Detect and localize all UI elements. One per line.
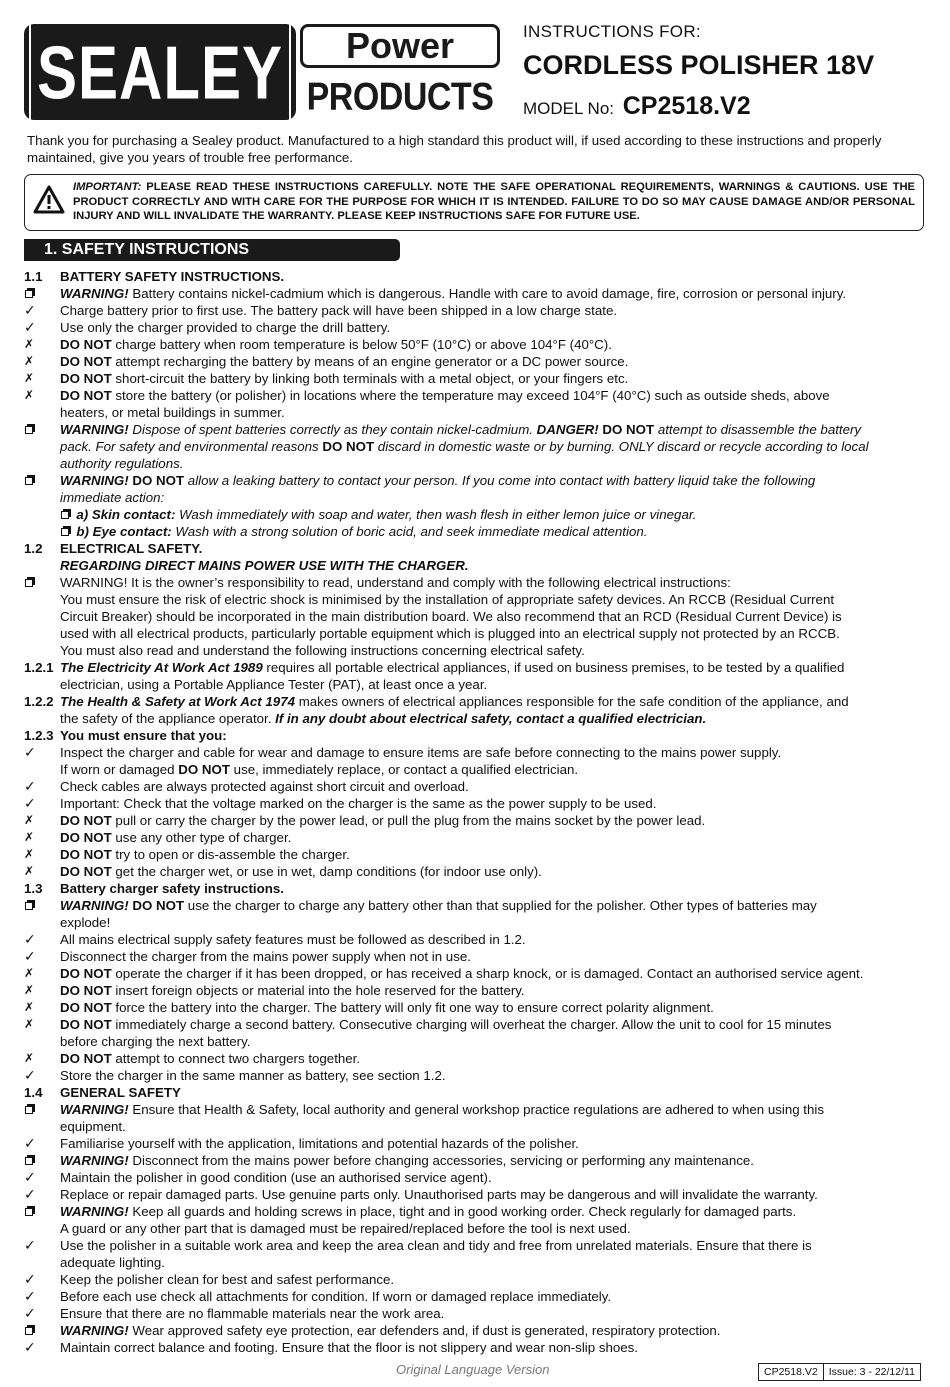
tick-icon: ✓ [24, 319, 36, 335]
important-body: PLEASE READ THESE INSTRUCTIONS CAREFULLY. NOTE THE SAFE OPERATIONAL REQUIREMENTS, WARNINGS & CAUTIONS. USE THE PRODUCT CORRECTLY AND WITH CARE FOR THE PURPOSE FOR WHICH IT IS INTENDED. FAILURE TO DO SO MAY CAUSE DAMAGE AND/OR PERSONAL INJURY AND WILL INVALIDATE THE WARRANTY. PLEASE KEEP INSTRUCTIONS SAFE FOR FUTURE USE. [73, 181, 915, 222]
list-item: ✓ Use the polisher in a suitable work area and keep the area clean and tidy and free from unrelated materials. Ensure that there is [24, 1237, 812, 1253]
list-item: WARNING! Wear approved safety eye protection, ear defenders and, if dust is generated, respiratory protection. [24, 1322, 924, 1339]
section-heading-text: Battery charger safety instructions. [60, 881, 284, 896]
cross-icon: ✗ [24, 388, 35, 402]
product-title: CORDLESS POLISHER 18V [523, 50, 875, 80]
cross-icon: ✗ [24, 1051, 35, 1065]
section-number: 1.3 [24, 881, 43, 896]
tick-icon: ✓ [24, 1271, 36, 1287]
list-item-continuation: explode! [60, 915, 111, 930]
checkbox-icon [24, 421, 60, 438]
model-row [523, 92, 751, 121]
footer-document-code [758, 1363, 921, 1381]
list-item: ✗ DO NOT charge battery when room temperature is below 50°F (10°C) or above 104°F (40°C). [24, 337, 612, 352]
cross-icon: ✗ [24, 337, 35, 351]
checkbox-icon [24, 1101, 60, 1118]
section-heading-text: BATTERY SAFETY INSTRUCTIONS. [60, 269, 285, 284]
list-item-continuation: If worn or damaged DO NOT use, immediately replace, or contact a qualified electrician. [60, 762, 579, 777]
list-item: ✓ Replace or repair damaged parts. Use genuine parts only. Unauthorised parts may be dangerous and will invalidate the warranty. [24, 1186, 818, 1202]
list-item-continuation: immediate action: [60, 490, 165, 505]
model-number: CP2518.V2 [622, 92, 751, 120]
list-item: ✗ DO NOT try to open or dis-assemble the charger. [24, 847, 350, 862]
list-item: WARNING! Keep all guards and holding screws in place, tight and in good working order. Check regularly for damaged parts. [24, 1203, 924, 1220]
list-item: ✗ DO NOT get the charger wet, or use in wet, damp conditions (for indoor use only). [24, 864, 542, 879]
list-item: ✗ DO NOT store the battery (or polisher) in locations where the temperature may exceed 104°F (40°C) such as outside sheds, above [24, 388, 830, 403]
products-logo: PRODUCTS [306, 74, 494, 119]
section-1-3-heading [24, 880, 924, 897]
paragraph-line: used with all electrical products, particularly portable equipment which is plugged into an electrical supply not protected by an RCCB. [60, 626, 840, 641]
important-notice [24, 174, 924, 231]
list-item: ✓ Store the charger in the same manner as battery, see section 1.2. [24, 1067, 446, 1083]
tick-icon: ✓ [24, 302, 36, 318]
list-item: ✓ All mains electrical supply safety features must be followed as described in 1.2. [24, 931, 526, 947]
cross-icon: ✗ [24, 1017, 35, 1031]
list-item: ✓ Use only the charger provided to charge the drill battery. [24, 319, 391, 335]
tick-icon: ✓ [24, 1186, 36, 1202]
paragraph-line: the safety of the appliance operator. If in any doubt about electrical safety, contact a qualified electrician. [60, 711, 707, 726]
section-heading-text: GENERAL SAFETY [60, 1085, 181, 1100]
section-1-2-heading [24, 540, 924, 557]
list-item: ✗ DO NOT use any other type of charger. [24, 830, 292, 845]
list-item: ✓ Important: Check that the voltage marked on the charger is the same as the power supply to be used. [24, 795, 657, 811]
list-item: ✓ Keep the polisher clean for best and safest performance. [24, 1271, 395, 1287]
list-item: WARNING! DO NOT allow a leaking battery to contact your person. If you come into contact with battery liquid take the following [24, 472, 924, 489]
list-item-continuation: authority regulations. [60, 456, 184, 471]
list-item: ✗ DO NOT force the battery into the charger. The battery will only fit one way to ensure correct polarity alignment. [24, 1000, 714, 1015]
list-item: WARNING! It is the owner’s responsibility to read, understand and comply with the following electrical instructions: [24, 574, 924, 591]
important-text [73, 180, 915, 224]
cross-icon: ✗ [24, 983, 35, 997]
cross-icon: ✗ [24, 371, 35, 385]
important-lead: IMPORTANT: [73, 181, 142, 193]
tick-icon: ✓ [24, 1237, 36, 1253]
list-item: ✗ DO NOT immediately charge a second battery. Consecutive charging will overheat the charger. Allow the unit to cool for 15 minutes [24, 1017, 832, 1032]
list-item: ✗ DO NOT attempt to connect two chargers together. [24, 1051, 361, 1066]
list-item: ✓ Disconnect the charger from the mains power supply when not in use. [24, 948, 471, 964]
section-title: 1. SAFETY INSTRUCTIONS [24, 239, 400, 261]
list-item: WARNING! Dispose of spent batteries correctly as they contain nickel-cadmium. DANGER! DO NOT attempt to disassemble the battery [24, 421, 924, 438]
list-item: WARNING! Ensure that Health & Safety, local authority and general workshop practice regulations are adhered to when using this [24, 1101, 924, 1118]
section-number: 1.1 [24, 269, 43, 284]
checkbox-icon [61, 528, 69, 536]
list-item: ✓ Maintain correct balance and footing. Ensure that the floor is not slippery and wear non-slip shoes. [24, 1339, 639, 1355]
cross-icon: ✗ [24, 847, 35, 861]
list-item: WARNING! Battery contains nickel-cadmium which is dangerous. Handle with care to avoid damage, fire, corrosion or personal injury. [24, 285, 924, 302]
list-item-continuation: adequate lighting. [60, 1255, 165, 1270]
checkbox-icon [24, 285, 60, 302]
checkbox-icon [24, 1203, 60, 1220]
cross-icon: ✗ [24, 354, 35, 368]
tick-icon: ✓ [24, 795, 36, 811]
checkbox-icon [24, 472, 60, 489]
list-item: WARNING! DO NOT use the charger to charge any battery other than that supplied for the polisher. Other types of batteries may [24, 897, 924, 914]
checkbox-icon [24, 1322, 60, 1339]
subsection-1-2-3: 1.2.3 You must ensure that you: [24, 728, 227, 743]
sealey-logo [24, 24, 296, 120]
tick-icon: ✓ [24, 1339, 36, 1355]
cross-icon: ✗ [24, 830, 35, 844]
subsection-1-2-2: 1.2.2 The Health & Safety at Work Act 1974 makes owners of electrical appliances responsible for the safe condition of the appliance, and [24, 694, 849, 709]
list-item-continuation: heaters, or metal buildings in summer. [60, 405, 285, 420]
paragraph-line: electrician, using a Portable Appliance Tester (PAT), at least once a year. [60, 677, 488, 692]
cross-icon: ✗ [24, 813, 35, 827]
footer-issue: Issue: 3 - 22/12/11 [823, 1364, 920, 1380]
list-item: ✓ Check cables are always protected against short circuit and overload. [24, 778, 469, 794]
list-item: ✓ Before each use check all attachments for condition. If worn or damaged replace immediately. [24, 1288, 612, 1304]
checkbox-icon [24, 1152, 60, 1169]
list-item: ✓ Ensure that there are no flammable materials near the work area. [24, 1305, 445, 1321]
list-subitem: a) Skin contact: Wash immediately with soap and water, then wash flesh in either lemon juice or vinegar. [24, 506, 924, 523]
warning-triangle-icon [33, 185, 65, 215]
checkbox-icon [24, 574, 60, 591]
paragraph-line: You must ensure the risk of electric shock is minimised by the installation of appropriate safety devices. An RCCB (Residual Current [60, 592, 835, 607]
list-item: ✓ Inspect the charger and cable for wear and damage to ensure items are safe before connecting to the mains power supply. [24, 744, 782, 760]
checkbox-icon [24, 897, 60, 914]
tick-icon: ✓ [24, 1067, 36, 1083]
tick-icon: ✓ [24, 744, 36, 760]
section-subtitle: REGARDING DIRECT MAINS POWER USE WITH THE CHARGER. [60, 558, 469, 573]
list-item: ✗ DO NOT pull or carry the charger by the power lead, or pull the plug from the mains socket by the power lead. [24, 813, 706, 828]
list-item: ✗ DO NOT operate the charger if it has been dropped, or has received a sharp knock, or is damaged. Contact an authorised service agent. [24, 966, 864, 981]
tick-icon: ✓ [24, 1305, 36, 1321]
section-heading-text: ELECTRICAL SAFETY. [60, 541, 203, 556]
tick-icon: ✓ [24, 948, 36, 964]
subsection-1-2-1: 1.2.1 The Electricity At Work Act 1989 requires all portable electrical appliances, if used on business premises, to be tested by a qualified [24, 660, 845, 675]
checkbox-icon [61, 511, 69, 519]
sealey-logo-text: SEALEY [29, 18, 291, 126]
list-subitem: b) Eye contact: Wash with a strong solution of boric acid, and seek immediate medical attention. [24, 523, 924, 540]
list-item: WARNING! Disconnect from the mains power before changing accessories, servicing or performing any maintenance. [24, 1152, 924, 1169]
list-item: ✓ Maintain the polisher in good condition (use an authorised service agent). [24, 1169, 492, 1185]
paragraph-line: You must also read and understand the following instructions concerning electrical safety. [60, 643, 585, 658]
section-1-4-heading [24, 1084, 924, 1101]
list-item-continuation: A guard or any other part that is damaged must be repaired/replaced before the tool is next used. [60, 1221, 631, 1236]
list-item-continuation: pack. For safety and environmental reasons DO NOT discard in domestic waste or by burning. ONLY discard or recycle according to local [60, 439, 869, 454]
list-item-continuation: before charging the next battery. [60, 1034, 251, 1049]
tick-icon: ✓ [24, 778, 36, 794]
cross-icon: ✗ [24, 864, 35, 878]
list-item: ✗ DO NOT insert foreign objects or material into the hole reserved for the battery. [24, 983, 525, 998]
list-item: ✓ Charge battery prior to first use. The battery pack will have been shipped in a low charge state. [24, 302, 618, 318]
model-label: MODEL No: [523, 99, 615, 118]
section-number: 1.4 [24, 1085, 43, 1100]
safety-content [24, 268, 924, 1356]
tick-icon: ✓ [24, 1135, 36, 1151]
intro-text: Thank you for purchasing a Sealey product. Manufactured to a high standard this product will, if used according to these instructions and properly maintained, give you years of trouble free performance. [27, 133, 882, 165]
section-number: 1.2 [24, 541, 43, 556]
list-item: ✗ DO NOT attempt recharging the battery by means of an engine generator or a DC power source. [24, 354, 629, 369]
paragraph-line: Circuit Breaker) should be incorporated in the main distribution board. We also recommend that an RCD (Residual Current Device) is [60, 609, 842, 624]
list-item: ✗ DO NOT short-circuit the battery by linking both terminals with a metal object, or your fingers etc. [24, 371, 629, 386]
tick-icon: ✓ [24, 1169, 36, 1185]
footer-language: Original Language Version [396, 1362, 550, 1377]
instructions-for-label: INSTRUCTIONS FOR: [523, 22, 701, 41]
tick-icon: ✓ [24, 931, 36, 947]
cross-icon: ✗ [24, 966, 35, 980]
list-item: ✓ Familiarise yourself with the application, limitations and potential hazards of the polisher. [24, 1135, 579, 1151]
footer-model-code: CP2518.V2 [764, 1366, 818, 1378]
list-item-continuation: equipment. [60, 1119, 126, 1134]
tick-icon: ✓ [24, 1288, 36, 1304]
section-1-1-heading [24, 268, 924, 285]
power-logo: Power [300, 24, 500, 68]
cross-icon: ✗ [24, 1000, 35, 1014]
